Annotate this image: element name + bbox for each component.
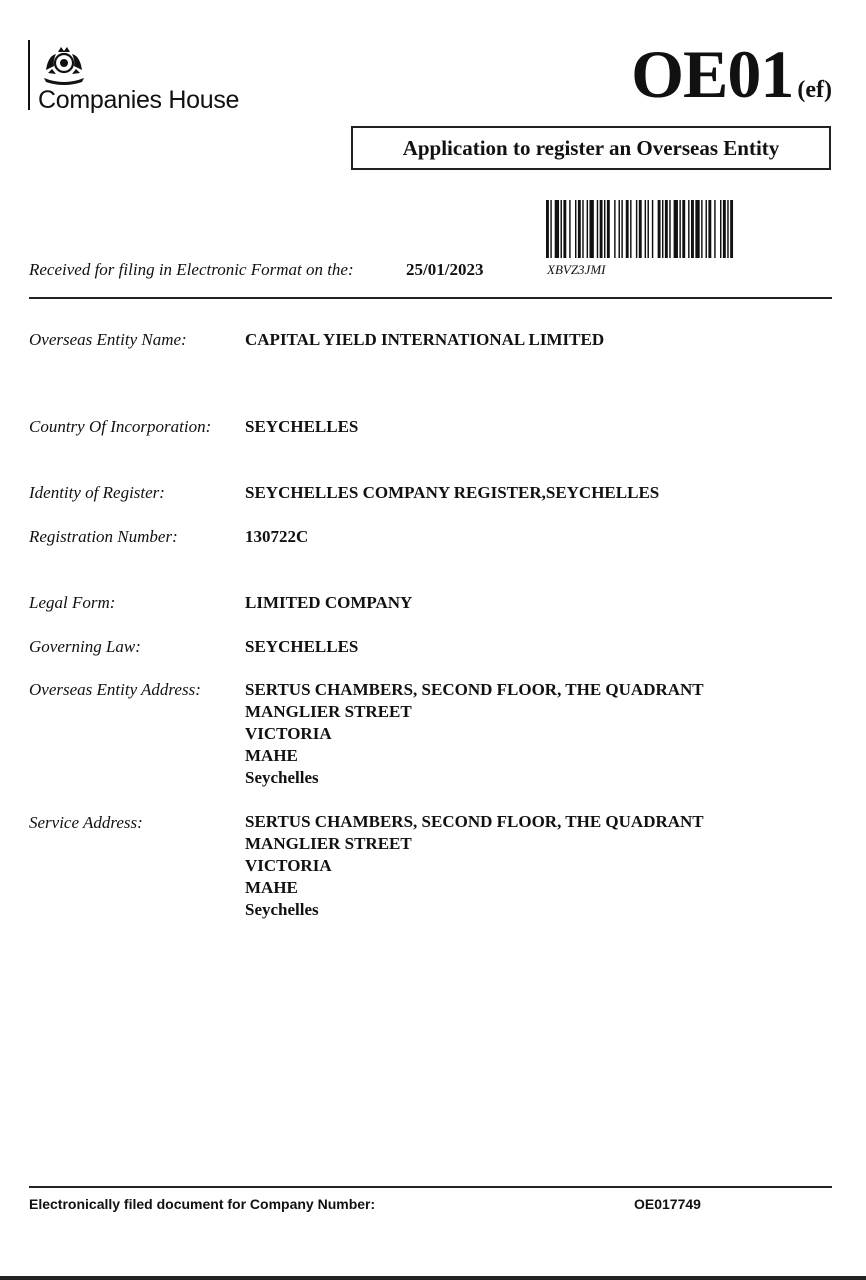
field-value-line: MAHE (245, 746, 298, 765)
form-code-main: OE01 (631, 36, 794, 112)
field-value-line: SEYCHELLES (245, 637, 359, 656)
received-date: 25/01/2023 (406, 260, 484, 279)
page-bottom-edge (0, 1276, 866, 1280)
company-number: OE017749 (634, 1196, 701, 1212)
field-value-line: 130722C (245, 527, 309, 546)
field-label: Registration Number: (29, 527, 178, 546)
companies-house-logo (28, 40, 288, 112)
field-value-line: SERTUS CHAMBERS, SECOND FLOOR, THE QUADRANT (245, 680, 704, 699)
field-value (245, 811, 704, 921)
header-divider (29, 297, 832, 299)
received-label: Received for filing in Electronic Format on the: (29, 260, 354, 279)
field-value-line: CAPITAL YIELD INTERNATIONAL LIMITED (245, 330, 605, 349)
form-code-suffix: (ef) (797, 77, 832, 103)
field-value-line: Seychelles (245, 900, 319, 919)
field-value (245, 329, 604, 351)
field-label: Governing Law: (29, 637, 141, 656)
field-value-line: VICTORIA (245, 856, 332, 875)
organisation-name: Companies House (38, 86, 240, 114)
field-value-line: SEYCHELLES COMPANY REGISTER,SEYCHELLES (245, 483, 660, 502)
field-label: Overseas Entity Name: (29, 330, 187, 349)
footer-divider (29, 1186, 832, 1188)
field-value-line: SERTUS CHAMBERS, SECOND FLOOR, THE QUADRANT (245, 812, 704, 831)
field-value-line: SEYCHELLES (245, 417, 359, 436)
field-value-line: MANGLIER STREET (245, 702, 412, 721)
field-value (245, 636, 358, 658)
field-value-line: LIMITED COMPANY (245, 593, 413, 612)
logo-divider (28, 40, 30, 110)
field-label: Service Address: (29, 813, 143, 832)
field-value (245, 482, 659, 504)
barcode-icon (546, 200, 830, 258)
form-code (631, 36, 832, 112)
field-value (245, 679, 704, 789)
field-value (245, 526, 308, 548)
field-value (245, 592, 412, 614)
field-label: Identity of Register: (29, 483, 165, 502)
barcode-code: XBVZ3JMI (547, 262, 606, 277)
form-title: Application to register an Overseas Entity (351, 126, 831, 170)
field-value-line: VICTORIA (245, 724, 332, 743)
field-label: Legal Form: (29, 593, 116, 612)
field-value (245, 416, 358, 438)
field-label: Country Of Incorporation: (29, 417, 212, 436)
field-value-line: MAHE (245, 878, 298, 897)
footer-label: Electronically filed document for Company Number: (29, 1196, 376, 1212)
field-value-line: MANGLIER STREET (245, 834, 412, 853)
field-label: Overseas Entity Address: (29, 680, 201, 699)
royal-crest-icon (38, 40, 90, 86)
field-value-line: Seychelles (245, 768, 319, 787)
